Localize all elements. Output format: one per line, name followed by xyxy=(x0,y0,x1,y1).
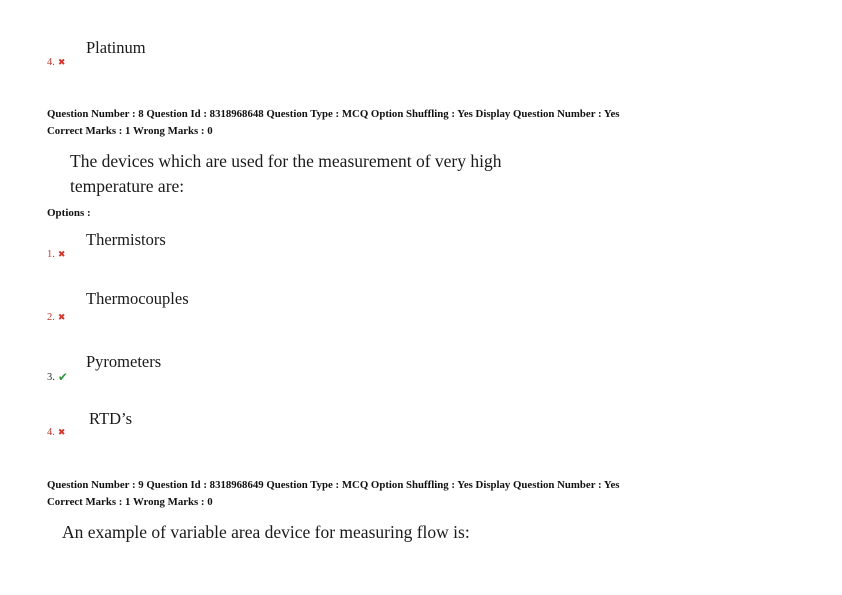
option-number-label: 3. xyxy=(47,371,55,383)
check-mark-icon: ✔ xyxy=(57,370,68,384)
option-number-label: 4. xyxy=(47,57,55,68)
cross-mark-icon: ✖ xyxy=(57,427,66,438)
option-text: Pyrometers xyxy=(86,352,162,371)
option-text: Thermistors xyxy=(86,230,166,249)
option-number-label: 1. xyxy=(47,249,55,260)
cross-mark-icon: ✖ xyxy=(57,249,66,260)
option-number xyxy=(47,249,65,260)
option-text: Platinum xyxy=(86,38,146,57)
question-text-line: temperature are: xyxy=(70,176,185,196)
option-text: Thermocouples xyxy=(86,289,189,308)
cross-mark-icon: ✖ xyxy=(57,312,66,323)
option-text: RTD’s xyxy=(89,409,133,428)
question-text-line: An example of variable area device for measuring flow is: xyxy=(62,522,470,542)
option-number xyxy=(47,57,65,68)
question-marks: Correct Marks : 1 Wrong Marks : 0 xyxy=(47,125,213,137)
question-text-line: The devices which are used for the measurement of very high xyxy=(70,151,502,171)
option-number xyxy=(47,370,68,384)
option-number xyxy=(47,312,65,323)
question-meta: Question Number : 9 Question Id : 8318968649 Question Type : MCQ Option Shuffling : Yes Display Question Number : Yes xyxy=(47,479,620,491)
question-meta: Question Number : 8 Question Id : 8318968648 Question Type : MCQ Option Shuffling : Yes Display Question Number : Yes xyxy=(47,108,620,120)
options-label: Options : xyxy=(47,207,91,219)
question-marks: Correct Marks : 1 Wrong Marks : 0 xyxy=(47,496,213,508)
cross-mark-icon: ✖ xyxy=(57,57,66,68)
option-number-label: 4. xyxy=(47,427,55,438)
option-number-label: 2. xyxy=(47,312,55,323)
option-number xyxy=(47,427,65,438)
